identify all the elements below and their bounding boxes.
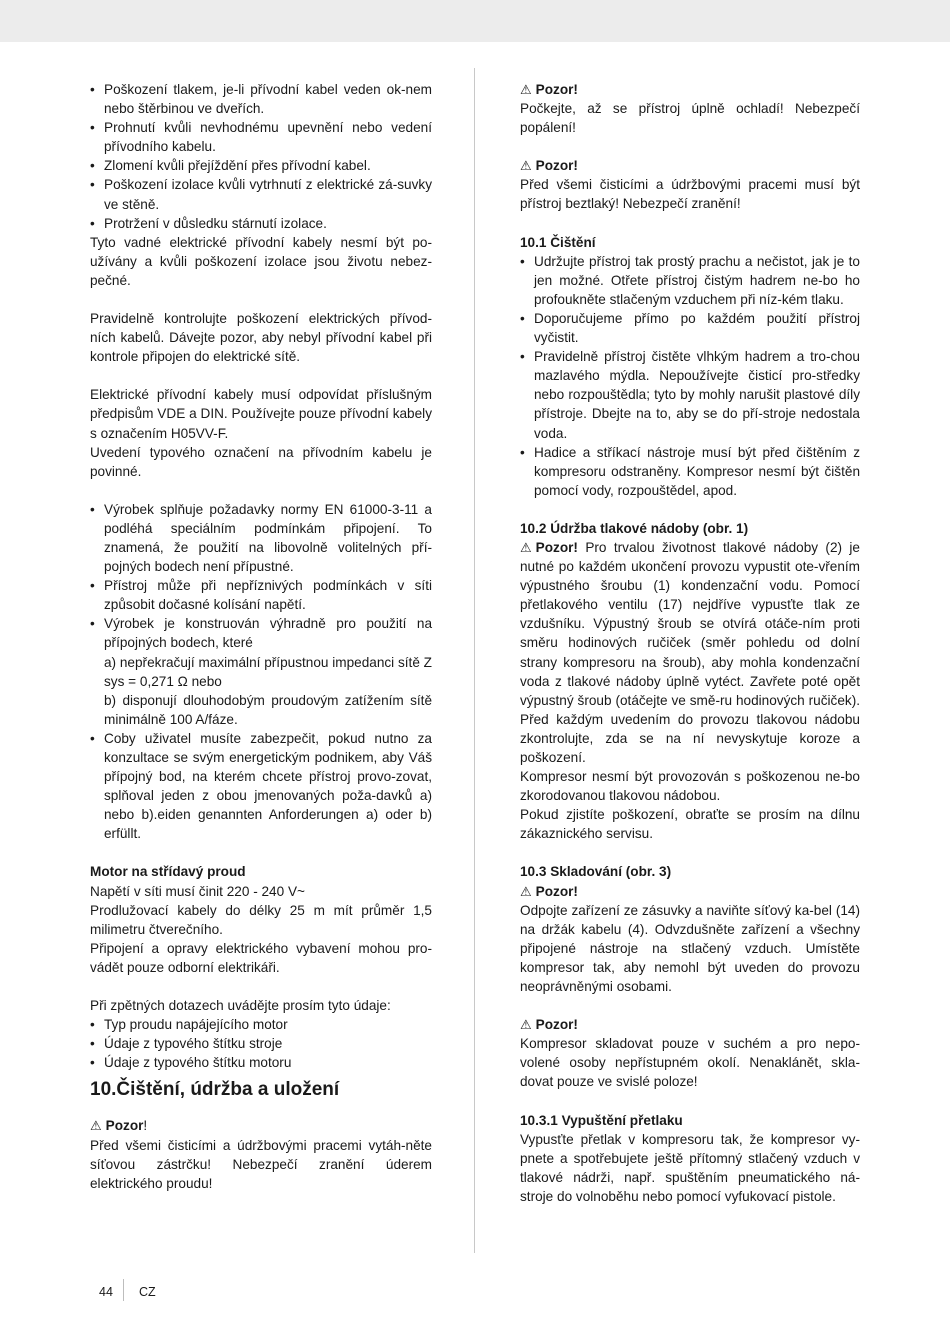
- warning-label: Pozor: [105, 1118, 144, 1134]
- cable-damage-list: [90, 80, 432, 233]
- warning-label: Pozor!: [535, 883, 578, 899]
- paragraph: Odpojte zařízení ze zásuvky a naviňte síťový ka-bel (14) na držák kabelu (4). Odvzdušněte zařízení a všechny připojené nástroje na stlačený vzduch. Umístěte kompresor tak, aby nemohl být uveden do provozu neoprávněnými osobami.: [520, 902, 860, 995]
- list-item: • Pravidelně přístroj čistěte vlhkým hadrem a tro-chou mazlavého mýdla. Nepoužívejte čisticí pro-středky nebo rozpouštědla; tyto by mohly narušit plastové díly přístroje. Dbejte na to, aby se do pří-stroje nedostala voda.: [520, 347, 860, 442]
- warning-label: Pozor!: [535, 1017, 578, 1033]
- paragraph: Prodlužovací kabely do délky 25 m mít průměr 1,5 milimetru čtverečního.: [90, 902, 432, 937]
- language-code: CZ: [139, 1285, 156, 1299]
- top-bar: [0, 0, 950, 42]
- paragraph: Kompresor nesmí být provozován s poškozenou ne-bo zkorodovanou tlakovou nádobou.: [520, 769, 860, 804]
- list-item: • Poškození izolace kvůli vytrhnutí z elektrické zá-suvky ve stěně.: [90, 175, 432, 213]
- page-number: 44: [99, 1285, 113, 1299]
- motor-heading: Motor na střídavý proud: [90, 864, 246, 880]
- list-item: • Výrobek splňuje požadavky normy EN 61000-3-11 a podléhá speciálním podmínkám připojení. To znamená, že použití na libovolně volitelných pří-pojných bodech není přípustné.: [90, 500, 432, 576]
- warning-line: [520, 156, 860, 175]
- section-title: 10.Čištění, údržba a uložení: [90, 1079, 340, 1101]
- cleaning-list: [520, 252, 860, 500]
- list-item: • Doporučujeme přímo po každém použití přístroj vyčistit.: [520, 309, 860, 347]
- warning-icon: ⚠: [520, 158, 532, 174]
- list-item: • Typ proudu napájejícího motor: [90, 1015, 432, 1034]
- heading-10-1: 10.1 Čištění: [520, 234, 596, 250]
- paragraph: Kompresor skladovat pouze v suchém a pro nepo-volené osoby nepřístupném okolí. Nenaklánět, skla-dovat pouze ve svislé poloze!: [520, 1036, 860, 1090]
- warning-line: [520, 1015, 860, 1034]
- paragraph: Před všemi čisticími a údržbovými pracemi vytáh-něte síťovou zástrčku! Nebezpečí zranění úderem elektrického proudu!: [90, 1137, 432, 1191]
- paragraph: Před všemi čisticími a údržbovými pracemi musí být přístroj beztlaký! Nebezpečí zranění!: [520, 177, 860, 212]
- paragraph: Tyto vadné elektrické přívodní kabely nesmí být po-užívány a kvůli poškození izolace jsou životu nebez-pečné.: [90, 234, 432, 288]
- left-column: [90, 80, 432, 1193]
- list-item-text: Výrobek je konstruován výhradně pro použití na přípojných bodech, které: [104, 616, 432, 651]
- warning-label: Pozor!: [535, 158, 578, 174]
- list-item: • Poškození tlakem, je-li přívodní kabel veden ok-nem nebo štěrbinou ve dveřích.: [90, 80, 432, 118]
- list-item: • Hadice a stříkací nástroje musí být před čištěním z kompresoru odstraněny. Kompresor nesmí být čištěn pomocí vody, rozpouštědel, apod.: [520, 443, 860, 500]
- paragraph: Při zpětných dotazech uvádějte prosím tyto údaje:: [90, 998, 391, 1014]
- list-item: • Protržení v důsledku stárnutí izolace.: [90, 214, 432, 233]
- list-item: • Udržujte přístroj tak prostý prachu a nečistot, jak je to jen možné. Otřete přístroj čistým hadrem ne-bo ho profoukněte stlačeným vzduchem při níz-kém tlaku.: [520, 252, 860, 309]
- warning-label: Pozor!: [535, 539, 578, 555]
- list-item: • Prohnutí kvůli nevhodnému upevnění nebo vedení přívodního kabelu.: [90, 118, 432, 156]
- warning-label: Pozor!: [535, 82, 578, 97]
- footer-separator: [123, 1279, 124, 1301]
- sub-item-a: a) nepřekračují maximální přípustnou impedanci sítě Z sys = 0,271 Ω nebo: [104, 654, 432, 689]
- list-item: • Údaje z typového štítku motoru: [90, 1053, 432, 1072]
- query-list: [90, 1015, 432, 1072]
- paragraph-text: Pro trvalou životnost tlakové nádoby (2) je nutné po každém ukončení provozu vypustit ote-vřením výpustného šroubu (1) kondenzační vodu. Pomocí přetlakového ventilu (17) nejdříve vypusťte tlak ze vzdušníku. Výpustný šroub se otvírá otáče-ním proti směru hodinových ručiček (směr pohledu od dolní strany kompresoru na šroub), aby mohla kondenzační voda z tlakové nádoby úplně vytéct. Zavřete poté opět výpustný šroub (otáčejte ve smě-ru hodinových ručiček). Před každým uvedením do provozu tlakovou nádobu zkontrolujte, zda se na ní nevyskytuje koroze a poškození.: [520, 539, 860, 765]
- warning-icon: ⚠: [520, 1017, 532, 1033]
- heading-10-2: 10.2 Údržba tlakové nádoby (obr. 1): [520, 520, 749, 536]
- heading-10-3: 10.3 Skladování (obr. 3): [520, 864, 672, 880]
- list-item: • Přístroj může při nepříznivých podmínkách v síti způsobit dočasné kolísání napětí.: [90, 576, 432, 614]
- paragraph: Elektrické přívodní kabely musí odpovídat příslušným předpisům VDE a DIN. Používejte pouze přívodní kabely s označením H05VV-F.: [90, 387, 432, 441]
- list-item: [90, 614, 432, 729]
- warning-icon: ⚠: [90, 1118, 102, 1134]
- warning-line: [520, 80, 860, 99]
- requirements-list: [90, 500, 432, 844]
- warning-icon: ⚠: [520, 539, 532, 555]
- list-item: • Zlomení kvůli přejíždění přes přívodní kabel.: [90, 156, 432, 175]
- sub-item-b: b) disponují dlouhodobým proudovým zatížením sítě minimálně 100 A/fáze.: [104, 692, 432, 727]
- paragraph: [520, 538, 860, 767]
- warning-icon: ⚠: [520, 883, 532, 899]
- list-item: • Coby uživatel musíte zabezpečit, pokud nutno za konzultace se svým energetickým podnikem, aby Váš přípojný bod, na kterém chcete přístroj provo-zovat, splňoval jeden z obou jmenovaných poža-davků a) nebo b).eiden genannten Anforderungen a) oder b) erfüllt.: [90, 729, 432, 844]
- paragraph: Připojení a opravy elektrického vybavení mohou pro-vádět pouze odborní elektrikáři.: [90, 940, 432, 975]
- column-divider: [474, 68, 475, 1253]
- paragraph: Pravidelně kontrolujte poškození elektrických přívod-ních kabelů. Dávejte pozor, aby nebyl přívodní kabel při kontrole připojen do elektrické sítě.: [90, 311, 432, 365]
- warning-icon: ⚠: [520, 82, 532, 97]
- warning-line: [520, 882, 860, 901]
- warning-line: [90, 1116, 432, 1135]
- heading-10-3-1: 10.3.1 Vypuštění přetlaku: [520, 1112, 683, 1128]
- paragraph: Počkejte, až se přístroj úplně ochladí! Nebezpečí popálení!: [520, 101, 860, 136]
- warning-excl: !: [143, 1118, 148, 1134]
- paragraph: Pokud zjistíte poškození, obraťte se prosím na dílnu zákaznického servisu.: [520, 807, 860, 842]
- paragraph: Uvedení typového označení na přívodním kabelu je povinné.: [90, 444, 432, 479]
- list-item: • Údaje z typového štítku stroje: [90, 1034, 432, 1053]
- paragraph: Vypusťte přetlak v kompresoru tak, že kompresor vy-pnete a spotřebujete ještě přítomný stlačený vzduch v tlakové nádrži, např. spuštěním pneumatického ná-stroje do volnoběhu nebo pomocí vyfukovací pistole.: [520, 1131, 860, 1204]
- paragraph: Napětí v síti musí činit 220 - 240 V~: [90, 883, 305, 899]
- right-column: [520, 80, 860, 1206]
